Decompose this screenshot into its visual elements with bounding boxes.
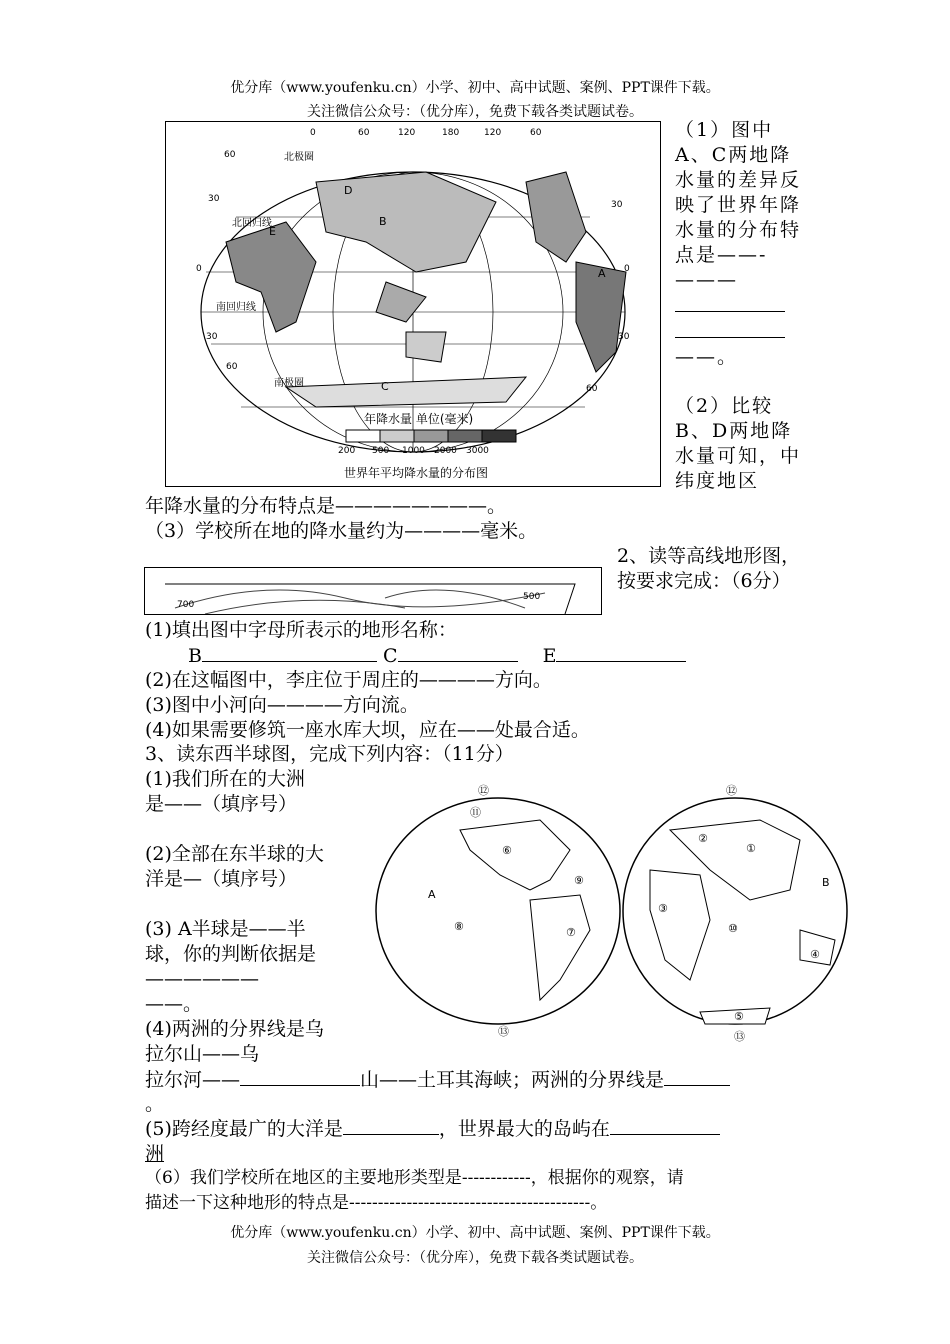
latitude-label: 0	[624, 264, 630, 274]
hemi-number: ⑬	[498, 1025, 509, 1038]
map-caption: 世界年平均降水量的分布图	[344, 466, 489, 480]
contour-graphic	[145, 568, 601, 614]
q3-title: 3、读东西半球图，完成下列内容：（11分）	[145, 743, 514, 765]
latitude-label: 60	[226, 362, 238, 372]
longitude-label: 60	[530, 128, 542, 138]
precipitation-map	[165, 121, 661, 487]
longitude-label: 120	[484, 128, 502, 138]
q2-sub4: (4)如果需要修筑一座水库大坝，应在——处最合适。	[145, 719, 590, 741]
longitude-label: 120	[398, 128, 416, 138]
hemisphere-label-a: A	[428, 888, 436, 901]
hemi-number: ⑫	[726, 784, 737, 797]
q1-part2-cont: 年降水量的分布特点是————————。	[145, 495, 507, 517]
antarctic-circle-label: 南极圈	[274, 378, 304, 389]
hemi-number: ⑬	[734, 1030, 745, 1043]
legend-title: 年降水量 单位(毫米)	[364, 412, 474, 426]
hemi-number: ⑩	[728, 922, 738, 935]
hemi-number: ⑥	[502, 844, 512, 857]
latitude-label: 30	[611, 200, 623, 210]
tropic-south-label: 南回归线	[216, 302, 256, 313]
longitude-label: 180	[442, 128, 460, 138]
footer-line-1: 优分库（www.youfenku.cn）小学、初中、高中试题、案例、PPT课件下载。	[230, 1225, 720, 1241]
hemisphere-map	[370, 780, 850, 1042]
point-d: D	[344, 184, 353, 197]
q3-sub2: (2)全部在东半球的大洋是—（填序号）	[145, 843, 324, 890]
hemi-number: ⑫	[478, 784, 489, 797]
latitude-label: 30	[206, 332, 218, 342]
hemi-number: ⑨	[574, 874, 584, 887]
hemi-number: ①	[746, 842, 756, 855]
legend-value: 2000	[434, 446, 457, 456]
hemi-number: ⑤	[734, 1010, 744, 1023]
hemi-number: ②	[698, 832, 708, 845]
arctic-circle-label: 北极圈	[284, 152, 314, 163]
contour-map	[144, 567, 602, 615]
q1-part1: （1）图中A、C两地降水量的差异反映了世界年降水量的分布特点是——-——— ——。	[675, 119, 802, 368]
legend-value: 1000	[402, 446, 425, 456]
q2-title: 2、读等高线地形图，按要求完成：（6分）	[617, 545, 801, 592]
longitude-label: 60	[358, 128, 370, 138]
legend-value: 3000	[466, 446, 489, 456]
header-line-1: 优分库（www.youfenku.cn）小学、初中、高中试题、案例、PPT课件下载。	[230, 80, 720, 96]
q3-sub1: (1)我们所在的大洲 是——（填序号）	[145, 768, 324, 815]
point-b: B	[379, 215, 387, 228]
latitude-label: 30	[618, 332, 630, 342]
q3-sub6: （6）我们学校所在地区的主要地形类型是------------，根据你的观察，请	[145, 1168, 684, 1188]
contour-label: 500	[523, 592, 541, 602]
hemisphere-graphic	[370, 780, 850, 1042]
q1-part3: （3）学校所在地的降水量约为————毫米。	[145, 520, 538, 542]
footer-line-2: 关注微信公众号：（优分库），免费下载各类试题试卷。	[307, 1250, 643, 1266]
latitude-label: 0	[196, 264, 202, 274]
hemi-number: ⑪	[470, 806, 481, 819]
latitude-label: 30	[208, 194, 220, 204]
hemi-number: ④	[810, 948, 820, 961]
q2-sub2: (2)在这幅图中，李庄位于周庄的————方向。	[145, 669, 552, 691]
header-line-2: 关注微信公众号：（优分库），免费下载各类试题试卷。	[307, 104, 643, 120]
latitude-label: 60	[586, 384, 598, 394]
point-e: E	[269, 225, 276, 238]
q2-sub3: (3)图中小河向————方向流。	[145, 694, 419, 716]
point-c: C	[381, 380, 389, 393]
legend-value: 200	[338, 446, 356, 456]
q3-sub4-cont: 拉尔河—— 山——土耳其海峡；两洲的分界线是	[145, 1067, 730, 1093]
latitude-label: 60	[224, 150, 236, 160]
hemi-number: ⑦	[566, 926, 576, 939]
hemi-number: ③	[658, 902, 668, 915]
legend-value: 500	[372, 446, 390, 456]
contour-label: 700	[177, 600, 195, 610]
q3-sub5: (5)跨经度最广的大洋是 ，世界最大的岛屿在 洲	[145, 1116, 720, 1167]
q3-sub4-end: 。	[145, 1093, 165, 1115]
q3-sub3: (3) A半球是——半球，你的判断依据是—————— ——。	[145, 918, 317, 1015]
q2-sub1-blanks: B C E	[188, 643, 686, 669]
q2-sub1: (1)填出图中字母所表示的地形名称：	[145, 619, 457, 641]
tropic-north-label: 北回归线	[232, 218, 272, 229]
point-a: A	[598, 267, 606, 280]
q1-part2: （2）比较B、D两地降水量可知，中纬度地区	[675, 395, 802, 492]
q3-sub6-cont: 描述一下这种地形的特点是------------------------------------------。	[145, 1193, 608, 1213]
hemi-number: ⑧	[454, 920, 464, 933]
longitude-label: 0	[310, 128, 316, 138]
q3-sub4: (4)两洲的分界线是乌拉尔山——乌	[145, 1018, 324, 1065]
hemisphere-label-b: B	[822, 876, 830, 889]
